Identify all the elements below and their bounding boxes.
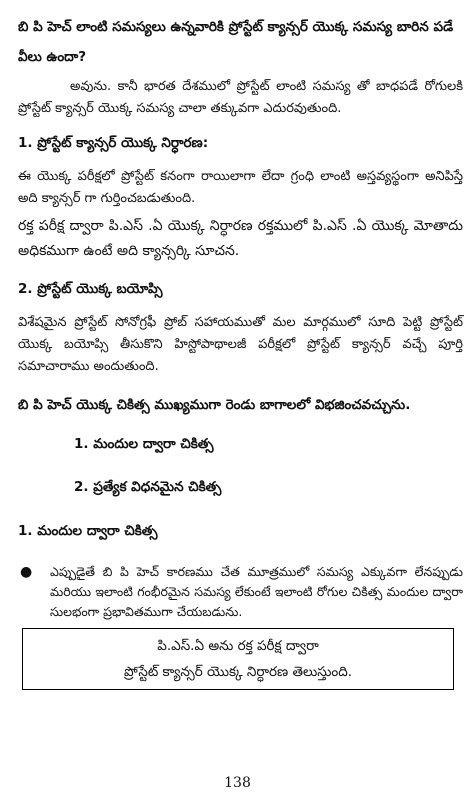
section1-heading: 1. ప్రోస్టేట్ క్యాన్సర్ యొక్క నిర్ధారణ: xyxy=(18,135,209,151)
summary-box-line-1: పి.ఎస్.ఏ అను రక్త పరీక్ష ద్వారా xyxy=(157,638,319,654)
section2-paragraph: విశేషమైన ప్రోస్టేట్ సోనోగ్రఫీ ప్రోబ్ సహాయముతో మల మార్గములో సూది పెట్టి ప్రోస్టేట్ యొక్క బయోప్సి తీసుకొని హిస్టోపాథాలజీ పరీక్షలో ప్రోస్టేట్ క్యాన్సర్ వచ్చే పూర్తి సమాచారాము అందుతుంది. xyxy=(18,315,463,374)
bullet-item xyxy=(18,562,463,622)
treatment-item-2: 2. ప్రత్యేక విధనమైన చికిత్స xyxy=(74,479,222,495)
section2-heading: 2. ప్రోస్టేట్ యొక్క బయోప్సి xyxy=(18,281,163,297)
bullet-text: ఎప్పుడైతే బి పి హెచ్ కారణము చేత మూత్రములో సమస్య ఎక్కువగా లేనప్పుడు మరియు ఇలాంటి గంభీరమైన సమస్య లేకుంటే ఇలాంటి రోగుల చికిత్స మందుల ద్వారా సులభంగా ప్రభావితముగా చేయబడును. xyxy=(50,564,463,619)
section1-paragraph-2: రక్త పరీక్ష ద్వారా పి.ఎస్ .ఏ యొక్క నిర్ధారణ రక్తములో పి.ఎస్ .ఏ యొక్క మోతాదు అధికముగా ఉంటే అది క్యాన్సర్కి సూచన. xyxy=(18,218,463,259)
treatment-item-1: 1. మందుల ద్వారా చికిత్స xyxy=(74,436,214,452)
document-page xyxy=(18,12,463,690)
page-number: 138 xyxy=(224,775,251,791)
answer-paragraph: అవును. కానీ భారత దేశములో ప్రోస్టేట్ లాంటి సమస్య తో బాధపడే రోగులకి ప్రోస్టేట్ క్యాన్సర్ యొక్క సమస్య చాలా తక్కువగా ఎదురవుతుంది. xyxy=(18,79,463,116)
treatment-heading: బి పి హెచ్ యొక్క చికిత్స ముఖ్యముగా రెండు బాగాలలో విభజించవచ్చును. xyxy=(18,397,411,413)
summary-box-line-2: ప్రోస్టేట్ క్యాన్సర్ యొక్క నిర్ధారణ తెలుస్తుంది. xyxy=(123,664,353,680)
question-title: బి పి హెచ్ లాంటి సమస్యలు ఉన్నవారికి ప్రోస్టేట్ క్యాన్సర్ యొక్క సమస్య బారిన పడే వీలు ఉందా? xyxy=(18,19,454,65)
medicine-heading: 1. మందుల ద్వారా చికిత్స xyxy=(18,523,158,539)
section1-paragraph-1: ఈ యొక్క పరీక్షలో ప్రోస్టేట్ కనంగా రాయిలాగా లేదా గ్రంధి లాంటి అస్తవ్యస్థంగా అనిపిస్తే అది క్యాన్సర్ గా గుర్తించబడుతుంది. xyxy=(18,169,463,206)
summary-box xyxy=(22,628,454,690)
bullet-dot-icon: ● xyxy=(20,564,33,580)
